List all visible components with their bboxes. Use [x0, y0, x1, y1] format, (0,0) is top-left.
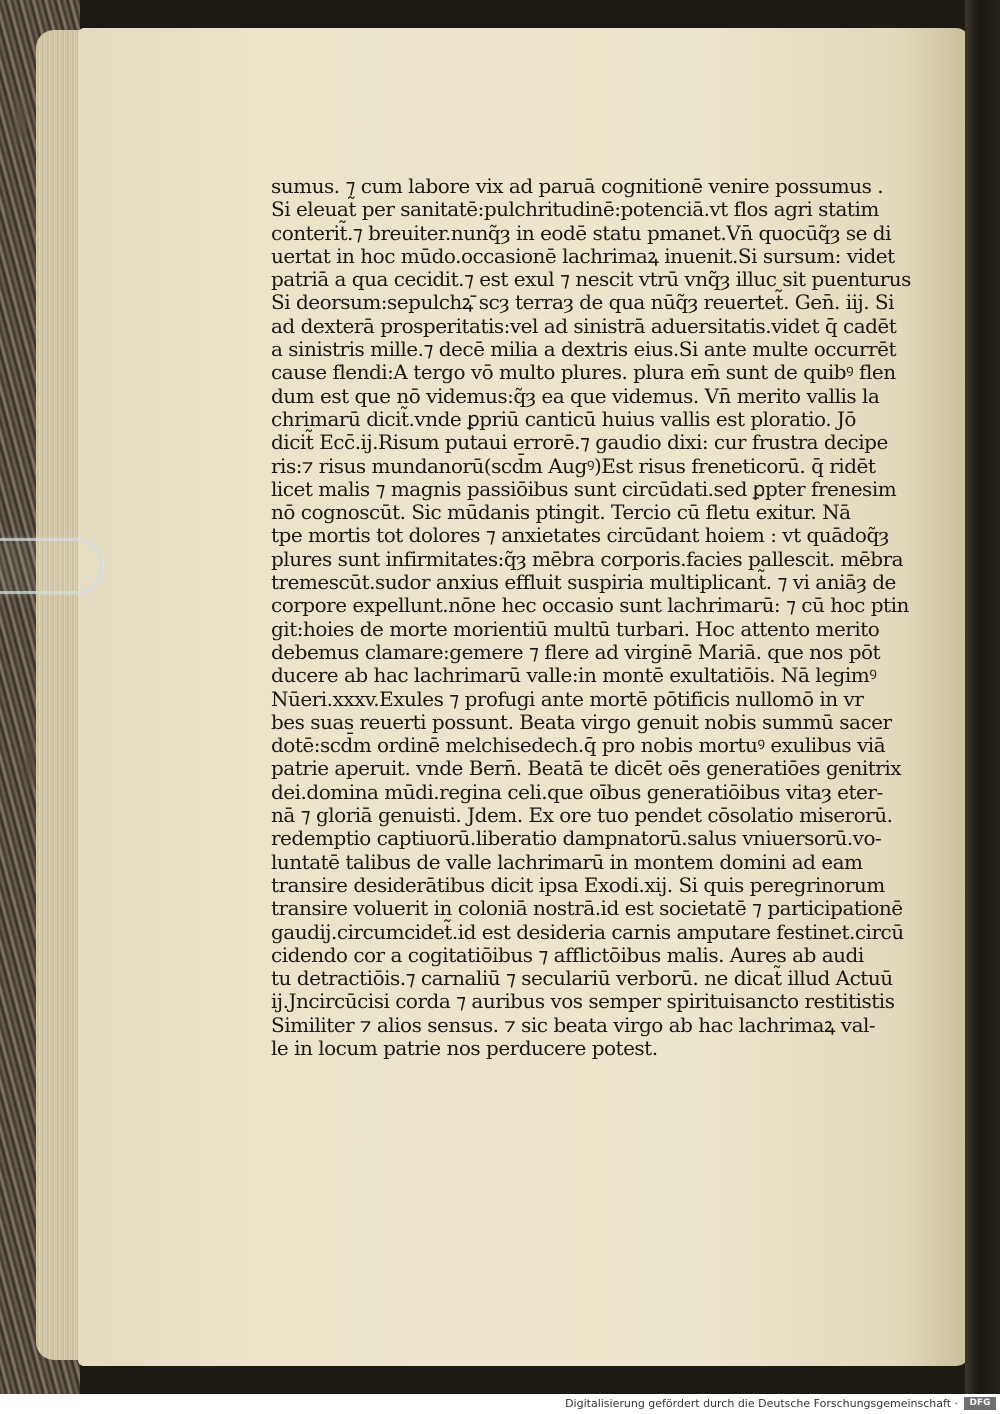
text-line: nā ⁊ gloriā genuisti. Jdem. Ex ore tuo pendet cōsolatio miserorū.: [271, 803, 893, 828]
text-line: tu detractiōis.⁊ carnaliū ⁊ seculariū verborū. ne dicat̃ illud Actuū: [271, 966, 893, 991]
text-line: transire desiderātibus dicit ipsa Exodi.xij. Si quis peregrinorum: [271, 872, 885, 897]
text-line: Similiter ⁊ alios sensus. ⁊ sic beata virgo ab hac lachrimaꝝ val-: [271, 1012, 876, 1037]
text-line: chrimarū dicit̃.vnde ꝑpriū canticū huius vallis est ploratio. Jō: [271, 406, 856, 431]
text-line: ad dexterā prosperitatis:vel ad sinistrā aduersitatis.videt q̄ cadēt: [271, 313, 897, 338]
text-line: sumus. ⁊ cum labore vix ad paruā cognitionē venire possumus .: [271, 174, 884, 198]
text-line: debemus clamare:gemere ⁊ flere ad virginē Mariā. que nos pōt: [271, 639, 881, 664]
text-line: Si deorsum:sepulchꝝ̄ scȝ terraȝ de qua nūq̃ȝ reuertet̃. Gen̄. iij. Si: [271, 290, 895, 315]
text-line: cidendo cor a cogitatiōibus ⁊ afflictōibus malis. Aures ab audi: [271, 942, 864, 967]
text-line: dotē:scd̄m ordinē melchisedech.q̄ pro nobis mortuꝰ exulibus viā: [271, 733, 886, 758]
text-line: dicit̃ Ecc̄.ij.Risum putaui errorē.⁊ gaudio dixi: cur frustra decipe: [271, 430, 888, 455]
text-line: le in locum patrie nos perducere potest.: [271, 1035, 658, 1060]
text-line: nō cognoscūt. Sic mūdanis ptingit. Tercio cū fletu exitur. Nā: [271, 500, 851, 525]
text-line: ducere ab hac lachrimarū valle:in montē exultatiōis. Nā legimꝰ: [271, 663, 877, 688]
text-line: cause flendi:A tergo vō multo plures. plura em̄ sunt de quibꝰ flen: [271, 360, 896, 385]
facing-page-edge: [965, 0, 1000, 1394]
text-line: Nūeri.xxxv.Exules ⁊ profugi ante mortē pōtificis nullomō in vr: [271, 686, 864, 711]
text-line: gaudij.circumcidet̃.id est desideria carnis amputare festinet.circū: [271, 919, 904, 944]
text-line: bes suas reuerti possunt. Beata virgo genuit nobis summū sacer: [271, 709, 892, 734]
text-line: dei.domina mūdi.regina celi.que oībus generatiōibus vitaȝ eter-: [271, 779, 883, 804]
text-line: Si eleuat̃ per sanitatē:pulchritudinē:potenciā.vt flos agri statim: [271, 197, 879, 222]
text-block: [271, 175, 911, 1060]
text-line: transire voluerit in coloniā nostrā.id est societatē ⁊ participationē: [271, 896, 903, 921]
digitization-footer: [0, 1394, 1000, 1414]
text-line: git:hoies de morte morientiū multū turbari. Hoc attento merito: [271, 616, 880, 641]
text-line: licet malis ⁊ magnis passiōibus sunt circūdati.sed ꝑpter frenesim: [271, 476, 897, 501]
text-line: patriā a qua cecidit.⁊ est exul ⁊ nescit vtrū vnq̃ȝ illuc sit puenturus: [271, 267, 911, 292]
text-line: redemptio captiuorū.liberatio dampnatorū.salus vniuersorū.vo-: [271, 826, 882, 851]
text-line: corpore expellunt.nōne hec occasio sunt lachrimarū: ⁊ cū hoc ptin: [271, 593, 909, 618]
text-line: uertat in hoc mūdo.occasionē lachrimaꝝ inuenit.Si sursum: videt: [271, 243, 895, 268]
text-line: ris:⁊ risus mundanorū(scd̄m Augꝰ)Est risus freneticorū. q̄ ridēt: [271, 453, 876, 478]
text-line: ij.Jncircūcisi corda ⁊ auribus vos semper spirituisancto restitistis: [271, 989, 895, 1014]
funding-credit: Digitalisierung gefördert durch die Deutsche Forschungsgemeinschaft ·: [565, 1397, 958, 1410]
text-line: patrie aperuit. vnde Bern̄. Beatā te dicēt oēs generatiōes genitrix: [271, 756, 902, 781]
text-line: dum est que nō videmus:q̃ȝ ea que videmus. Vn̄ merito vallis la: [271, 383, 880, 408]
dfg-logo: DFG: [964, 1397, 996, 1410]
text-line: tremescūt.sudor anxius effluit suspiria multiplicant̃. ⁊ vi aniāȝ de: [271, 570, 896, 595]
text-line: plures sunt infirmitates:q̃ȝ mēbra corporis.facies pallescit. mēbra: [271, 546, 904, 571]
text-line: tpe mortis tot dolores ⁊ anxietates circūdant hoiem : vt quādoq̃ȝ: [271, 523, 889, 548]
page-clip: [0, 538, 103, 594]
text-line: luntatē talibus de valle lachrimarū in montem domini ad eam: [271, 849, 863, 874]
text-line: a sinistris mille.⁊ decē milia a dextris eius.Si ante multe occurrēt: [271, 337, 897, 362]
text-line: conterit̃.⁊ breuiter.nunq̃ȝ in eodē statu pmanet.Vn̄ quocūq̃ȝ se di: [271, 220, 891, 245]
